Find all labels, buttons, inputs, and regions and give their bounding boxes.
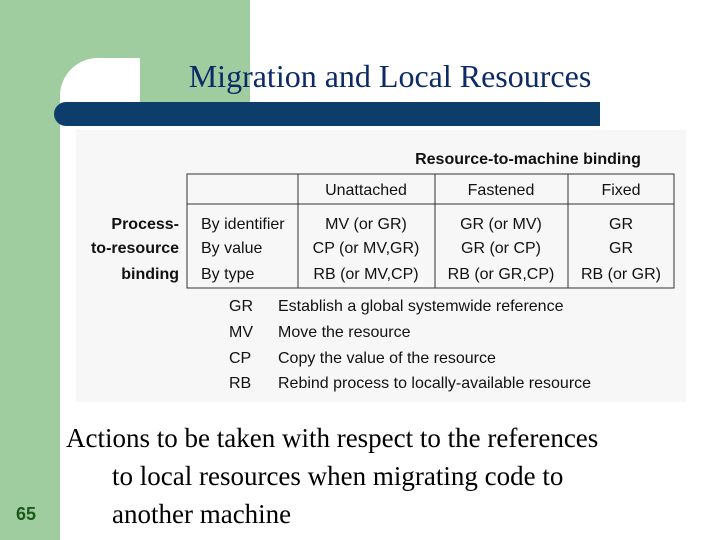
title-underline-bar	[54, 102, 600, 126]
slide-caption	[66, 420, 716, 533]
row-header-line-2: to-resource	[90, 240, 179, 257]
table-cells	[313, 216, 661, 283]
legend-code-rb: RB	[229, 375, 252, 392]
cell-identifier-unattached: MV (or GR)	[325, 216, 407, 233]
column-headers	[325, 182, 640, 199]
row-label-value: By value	[201, 240, 263, 257]
caption-line-3: another machine	[112, 498, 292, 529]
caption-line-2: to local resources when migrating code to	[112, 460, 564, 491]
cell-identifier-fixed: GR	[609, 216, 633, 233]
caption-line-1: Actions to be taken with respect to the references	[66, 423, 599, 453]
cell-identifier-fastened: GR (or MV)	[460, 216, 542, 233]
row-header-line-3: binding	[121, 266, 179, 283]
row-labels	[201, 216, 285, 283]
legend-code-cp: CP	[229, 350, 252, 367]
legend-meaning-rb: Rebind process to locally-available resource	[278, 375, 592, 392]
cell-type-fixed: RB (or GR)	[581, 266, 661, 283]
legend-meaning-mv: Move the resource	[278, 324, 411, 341]
col-header-unattached: Unattached	[325, 182, 407, 199]
legend-meaning-gr: Establish a global systemwide reference	[278, 298, 564, 315]
resource-binding-header: Resource-to-machine binding	[415, 151, 641, 168]
cell-value-fastened: GR (or CP)	[461, 240, 541, 257]
cell-value-unattached: CP (or MV,GR)	[312, 240, 420, 257]
slide-title: Migration and Local Resources	[188, 58, 592, 94]
legend-meaning-cp: Copy the value of the resource	[278, 350, 496, 367]
page-number: 65	[16, 504, 37, 524]
col-header-fastened: Fastened	[467, 182, 535, 199]
row-header-labels	[91, 216, 179, 283]
cell-type-unattached: RB (or MV,CP)	[313, 266, 419, 283]
legend	[229, 298, 591, 392]
left-decor-band	[0, 0, 60, 540]
legend-code-mv: MV	[229, 324, 253, 341]
row-label-identifier: By identifier	[201, 216, 285, 233]
binding-table-figure	[76, 130, 686, 402]
row-label-type: By type	[201, 266, 255, 283]
row-header-line-1: Process-	[111, 216, 179, 233]
legend-code-gr: GR	[229, 298, 253, 315]
col-header-fixed: Fixed	[601, 182, 641, 199]
cell-type-fastened: RB (or GR,CP)	[447, 266, 555, 283]
cell-value-fixed: GR	[609, 240, 633, 257]
